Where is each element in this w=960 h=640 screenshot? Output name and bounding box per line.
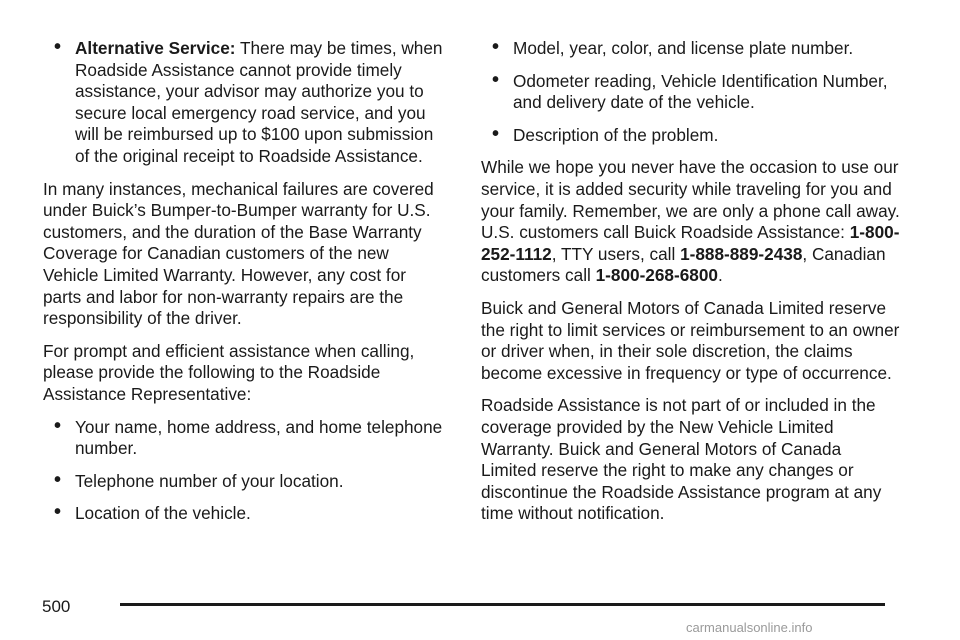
disclaimer-paragraph: Roadside Assistance is not part of or included in the coverage provided by the New Vehicle Limited Warranty. Buick and General Motors of Canada Limited reserve the right to make any changes or discontinue the Roadside Assistance program at any time without notification. (481, 395, 882, 524)
left-column (43, 38, 443, 536)
info-list-left (43, 417, 443, 525)
phone-tty: 1-888-889-2438 (680, 243, 803, 264)
list-item: • Location of the vehicle. (43, 503, 443, 525)
assistance-intro-paragraph: For prompt and efficient assistance when calling, please provide the following to the Roadside Assistance Representative: (43, 340, 415, 404)
info-list-right (481, 38, 901, 146)
contact-text: While we hope you never have the occasion to use our service, it is added security while traveling for you and your family. Remember, we are only a phone call away. U.S. customers call Buick Roadside Assistance: (481, 157, 900, 243)
contact-text: . (717, 265, 723, 286)
list-item (43, 38, 443, 168)
list-item: • Odometer reading, Vehicle Identification Number, and delivery date of the vehicle. (481, 71, 901, 114)
watermark: carmanualsonline.info (686, 620, 813, 635)
alt-service-list (43, 38, 443, 168)
contact-text: , Canadian customers call (481, 243, 886, 286)
list-item: • Model, year, color, and license plate number. (481, 38, 901, 60)
alt-service-label: Alternative Service: (75, 38, 236, 58)
list-item: • Telephone number of your location. (43, 471, 443, 493)
contact-paragraph (481, 157, 901, 287)
list-item: • Description of the problem. (481, 125, 901, 147)
limits-paragraph: Buick and General Motors of Canada Limited reserve the right to limit services or reimbursement to an owner or driver when, in their sole discretion, the claims become excessive in frequency or type of occurrence. (481, 297, 900, 383)
right-column (481, 38, 901, 536)
phone-canada: 1-800-268-6800 (595, 265, 718, 286)
page-number: 500 (42, 597, 71, 616)
contact-text: , TTY users, call (551, 243, 681, 264)
warranty-paragraph: In many instances, mechanical failures are covered under Buick’s Bumper-to-Bumper warranty for U.S. customers, and the duration of the Base Warranty Coverage for Canadian customers of the new Vehicle Limited Warranty. However, any cost for parts and labor for non-warranty repairs are the responsibility of the driver. (43, 178, 434, 329)
list-item: • Your name, home address, and home telephone number. (43, 417, 443, 460)
alt-service-text: There may be times, when Roadside Assistance cannot provide timely assistance, your advisor may authorize you to secure local emergency road service, and you will be reimbursed up to $100 upon submission of the original receipt to Roadside Assistance. (75, 38, 443, 166)
phone-us: 1-800-252-1112 (481, 222, 900, 264)
footer-rule (120, 603, 885, 606)
